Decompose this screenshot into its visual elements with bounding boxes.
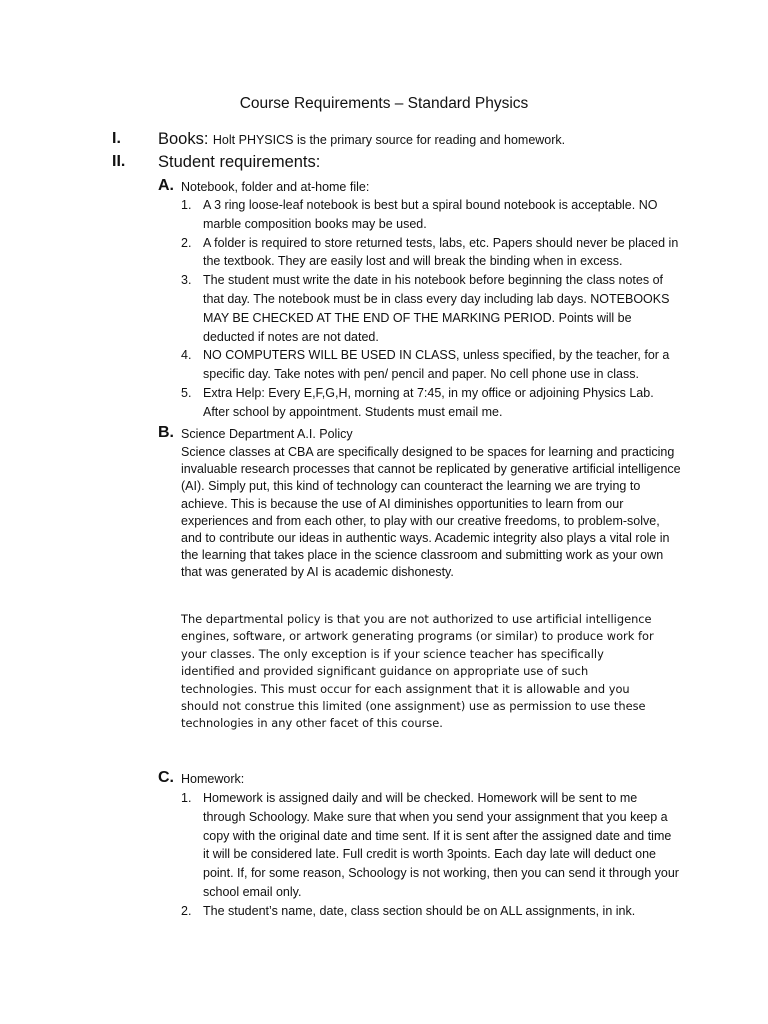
section-heading-books: Books:: [158, 130, 209, 148]
subsection-heading-notebook: Notebook, folder and at-home file:: [181, 180, 370, 194]
list-item-text: NO COMPUTERS WILL BE USED IN CLASS, unless specified, by the teacher, for a specific day. Take notes with pen/ pencil and paper. No cell phone use in class.: [203, 348, 670, 382]
list-item-number: 5.: [181, 385, 192, 400]
notebook-requirements-list: [181, 196, 681, 422]
list-item: [181, 789, 681, 902]
document-title: Course Requirements – Standard Physics: [239, 95, 529, 112]
section-numeral-2: II.: [112, 153, 126, 170]
list-item: [181, 196, 681, 234]
section-numeral-1: I.: [112, 130, 121, 147]
list-item: [181, 346, 681, 384]
list-item: [181, 902, 681, 921]
list-item: [181, 384, 681, 422]
subsection-letter-a: A.: [158, 177, 174, 194]
list-item-text: Homework is assigned daily and will be checked. Homework will be sent to me through Schoology. Make sure that when you send your assignment that you keep a copy with the original date and time sent. If it is sent after the assigned date and time it will be considered late. Full credit is worth 3points. Each day late will deduct one point. If, for some reason, Schoology is not working, then you can send it through your school email only.: [203, 791, 679, 899]
subsection-heading-ai-policy: Science Department A.I. Policy: [181, 427, 353, 441]
list-item-text: The student’s name, date, class section should be on ALL assignments, in ink.: [203, 903, 636, 918]
subsection-letter-b: B.: [158, 424, 174, 441]
list-item-number: 2.: [181, 903, 192, 918]
section-text-books: Holt PHYSICS is the primary source for reading and homework.: [212, 133, 566, 147]
subsection-letter-c: C.: [158, 769, 174, 786]
ai-policy-paragraph-2: The departmental policy is that you are not authorized to use artificial intelligence engines, software, or artwork generating programs (or similar) to produce work for your classes. The only exception is if your science teacher has specifically identified and provided significant guidance on appropriate use of such technologies. This must occur for each assignment that it is allowable and you should not construe this limited (one assignment) use as permission to use these technologies in any other facet of this course.: [181, 612, 654, 731]
list-item: [181, 234, 681, 272]
list-item-text: A folder is required to store returned tests, labs, etc. Papers should never be placed in the textbook. They are easily lost and will break the binding when in excess.: [203, 235, 679, 269]
list-item: [181, 271, 681, 346]
list-item-text: The student must write the date in his notebook before beginning the class notes of that day. The notebook must be in class every day including lab days. NOTEBOOKS MAY BE CHECKED AT THE END OF THE MARKING PERIOD. Points will be deducted if notes are not dated.: [203, 273, 670, 344]
list-item-number: 3.: [181, 273, 192, 288]
section-books: [158, 129, 565, 150]
section-heading-student-requirements: Student requirements:: [158, 153, 321, 171]
ai-policy-paragraph-1: Science classes at CBA are specifically designed to be spaces for learning and practicing invaluable research processes that cannot be replicated by generative artificial intelligence (AI). Simply put, this kind of technology can counteract the learning we are trying to achieve. This is because the use of AI diminishes opportunities to learn from our experiences and from each other, to play with our creative freedoms, to problem-solve, and to contribute our ideas in authentic ways. Academic integrity also plays a vital role in the learning that takes place in the science classroom and submitting work as your own that was generated by AI is academic dishonesty.: [181, 445, 681, 580]
list-item-text: Extra Help: Every E,F,G,H, morning at 7:45, in my office or adjoining Physics Lab. After school by appointment. Students must email me.: [203, 385, 654, 419]
homework-requirements-list: [181, 789, 681, 921]
list-item-text: A 3 ring loose-leaf notebook is best but a spiral bound notebook is acceptable. NO marble composition books may be used.: [203, 198, 658, 231]
list-item-number: 1.: [181, 198, 192, 212]
subsection-heading-homework: Homework:: [181, 772, 245, 786]
list-item-number: 4.: [181, 348, 192, 363]
list-item-number: 1.: [181, 791, 192, 805]
list-item-number: 2.: [181, 235, 192, 250]
